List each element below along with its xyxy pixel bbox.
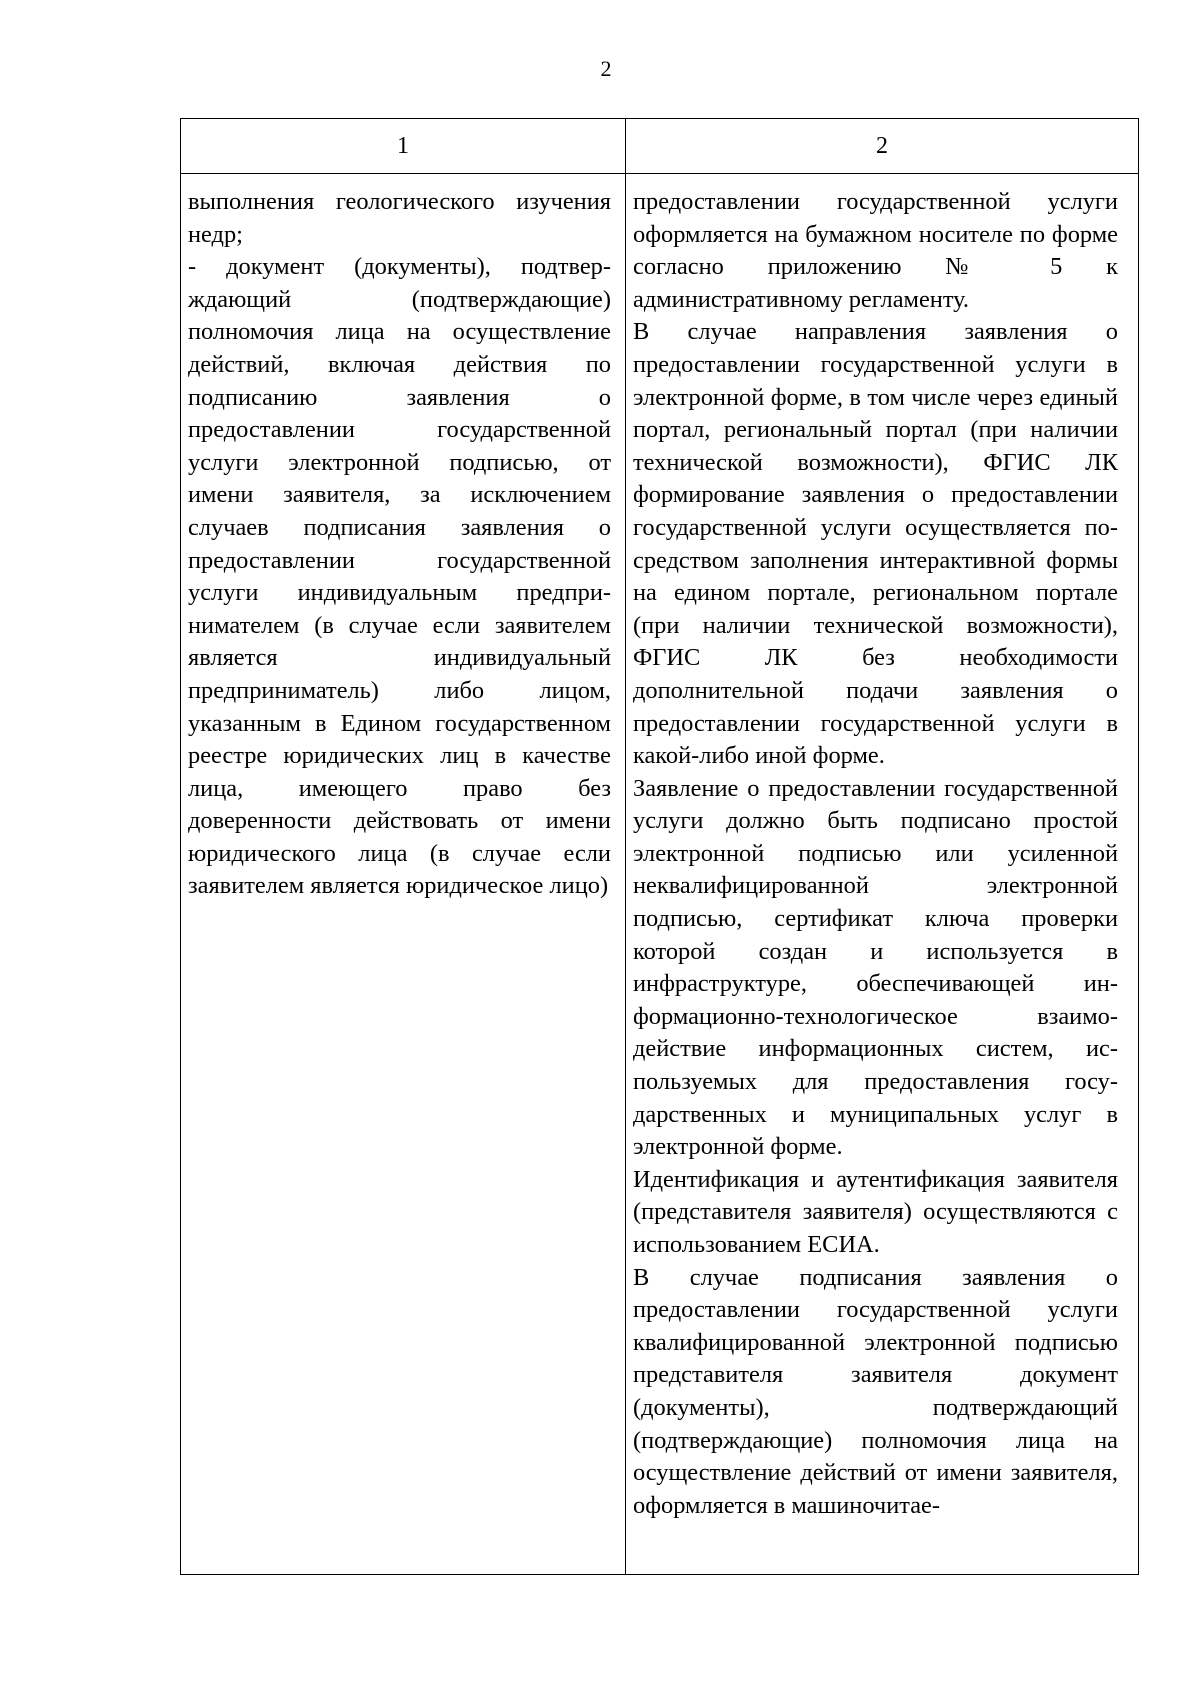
column-1-text xyxy=(181,174,625,903)
column-2-header: 2 xyxy=(626,119,1139,174)
column-1-paragraph: выполнения геологического изучения недр; xyxy=(188,188,611,248)
column-1-paragraph: - документ (документы), подтверждающий (подтверждающие) полномочия лица на осуществление действий, включая действия по подписанию заявления о предоставлении государственной услуги электронной подписью, от имени заявителя, за исключением случаев подписания заявления о предоставлении государственной услуги индивидуальным предпринимателем (в случае если заявителем является индивидуальный предприниматель) либо лицом, указанным в Едином государственном реестре юридических лиц в качестве лица, имеющего право без доверенности действовать от имени юридического лица (в случае если заявителем является юридическое лицо) xyxy=(188,253,611,900)
column-2-text xyxy=(626,174,1138,1522)
column-2-paragraph: В случае направления заявления о предоставлении государственной услуги в электронной форме, в том числе через единый портал, региональный портал (при наличии технической возможности), ФГИС ЛК формирование заявления о предоставлении государственной услуги осуществляется посредством заполнения интерактивной формы на едином портале, региональном портале (при наличии технической возможности), ФГИС ЛК без необходимости дополнительной подачи заявления о предоставлении государственной услуги в какой-либо иной форме. xyxy=(633,318,1118,770)
column-2-cell xyxy=(626,174,1139,1575)
column-2-paragraph: Идентификация и аутентификация заявителя (представителя заявителя) осуществляются с использованием ЕСИА. xyxy=(633,1165,1118,1258)
column-1-header: 1 xyxy=(181,119,626,174)
page-number: 2 xyxy=(600,56,612,81)
table-row xyxy=(181,174,1139,1575)
column-1-cell xyxy=(181,174,626,1575)
table-header-row xyxy=(181,119,1139,174)
column-2-paragraph: В случае подписания заявления о предоставлении государственной услуги квалифицированной электронной подписью представителя заявителя документ (документы), подтверждающий (подтверждающие) полномочия лица на осуществление действий от имени заявителя, оформляется в машиночитае- xyxy=(633,1263,1118,1519)
column-2-paragraph: Заявление о предоставлении государственной услуги должно быть подписано простой электронной подписью или усиленной неквалифицированной электронной подписью, сертификат ключа проверки которой создан и используется в инфраструктуре, обеспечивающей информационно-технологическое взаимодействие информационных систем, используемых для предоставления государственных и муниципальных услуг в электронной форме. xyxy=(633,774,1118,1161)
document-table xyxy=(180,118,1139,1575)
column-2-paragraph: предоставлении государственной услуги оформляется на бумажном носителе по форме согласно приложению № 5 к административному регламенту. xyxy=(633,188,1118,313)
